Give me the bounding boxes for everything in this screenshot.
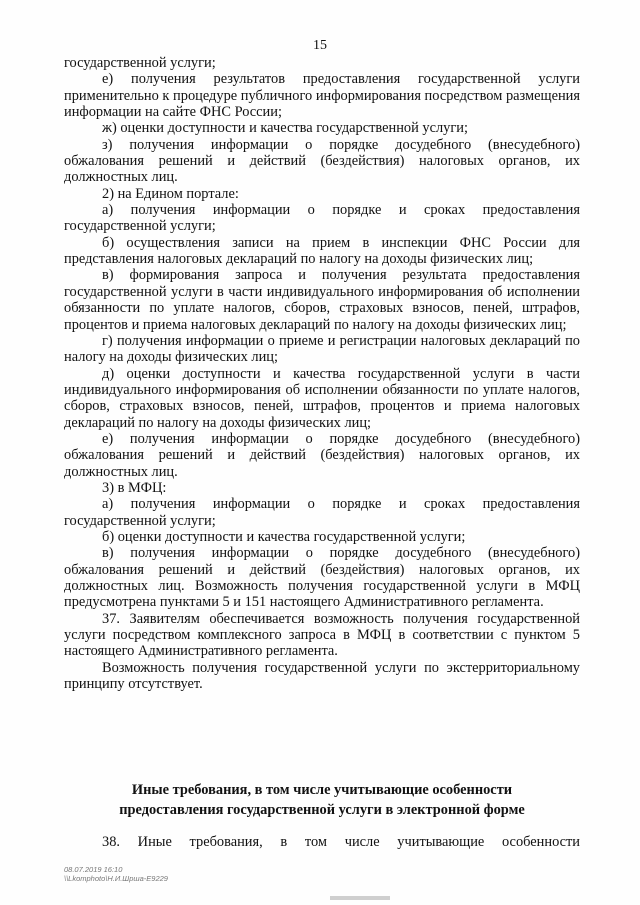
section-heading-line-2: предоставления государственной услуги в электронной форме <box>119 802 525 818</box>
scan-edge-mark <box>330 896 390 900</box>
paragraph-5: а) получения информации о порядке и сроках предоставления государственной услуги; <box>64 202 580 235</box>
paragraph-3: з) получения информации о порядке досудебного (внесудебного) обжалования решений и действий (бездействия) налоговых органов, их должностных лиц. <box>64 136 580 186</box>
continuation-paragraph: 38. Иные требования, в том числе учитывающие особенности <box>102 834 580 850</box>
paragraph-11: 3) в МФЦ: <box>102 479 167 496</box>
footer-timestamp: 08.07.2019 16:10 <box>64 865 123 874</box>
paragraph-0: государственной услуги; <box>64 55 216 71</box>
paragraph-16: Возможность получения государственной услуги по экстерриториальному принципу отсутствует. <box>64 659 580 693</box>
footer-file-path: \\Lkomphoto\Н.И.Шрша-Е9229 <box>64 874 168 883</box>
paragraph-8: г) получения информации о приеме и регистрации налоговых деклараций по налогу на доходы физических лиц; <box>64 332 580 366</box>
paragraph-10: е) получения информации о порядке досудебного (внесудебного) обжалования решений и действий (бездействия) налоговых органов, их должностных лиц. <box>64 430 580 480</box>
paragraph-15: 37. Заявителям обеспечивается возможность получения государственной услуги посредством комплексного запроса в МФЦ в соответствии с пунктом 5 настоящего Административного регламента. <box>64 610 580 660</box>
print-footer <box>64 865 168 883</box>
paragraph-14: в) получения информации о порядке досудебного (внесудебного) обжалования решений и действий (бездействия) налоговых органов, их должностных лиц. Возможность получения государственной услуги в МФЦ предусмотрена пунктами 5 и 151 настоящего Административного регламента. <box>64 545 580 611</box>
body-text <box>64 55 580 692</box>
section-heading <box>64 780 580 820</box>
page-number: 15 <box>313 38 327 53</box>
paragraph-7: в) формирования запроса и получения результата предоставления государственной услуги в части индивидуального информирования об исполнении обязанности по уплате налогов, сборов, страховых взносов, пеней, штрафов, процентов и приема налоговых деклараций по налогу на доходы физических лиц; <box>64 267 580 333</box>
paragraph-2: ж) оценки доступности и качества государственной услуги; <box>102 120 468 137</box>
paragraph-12: а) получения информации о порядке и сроках предоставления государственной услуги; <box>64 496 580 529</box>
paragraph-4: 2) на Едином портале: <box>102 185 239 202</box>
paragraph-1: е) получения результатов предоставления государственной услуги применительно к процедуре публичного информирования посредством размещения информации на сайте ФНС России; <box>64 71 580 121</box>
paragraph-9: д) оценки доступности и качества государственной услуги в части индивидуального информирования об исполнении обязанности по уплате налогов, сборов, страховых взносов, пеней, штрафов, процентов и приема налоговых деклараций по налогу на доходы физических лиц; <box>64 365 580 431</box>
paragraph-6: б) осуществления записи на прием в инспекции ФНС России для представления налоговых деклараций по налогу на доходы физических лиц; <box>64 234 580 268</box>
section-heading-line-1: Иные требования, в том числе учитывающие особенности <box>131 782 513 798</box>
paragraph-13: б) оценки доступности и качества государственной услуги; <box>102 528 466 545</box>
